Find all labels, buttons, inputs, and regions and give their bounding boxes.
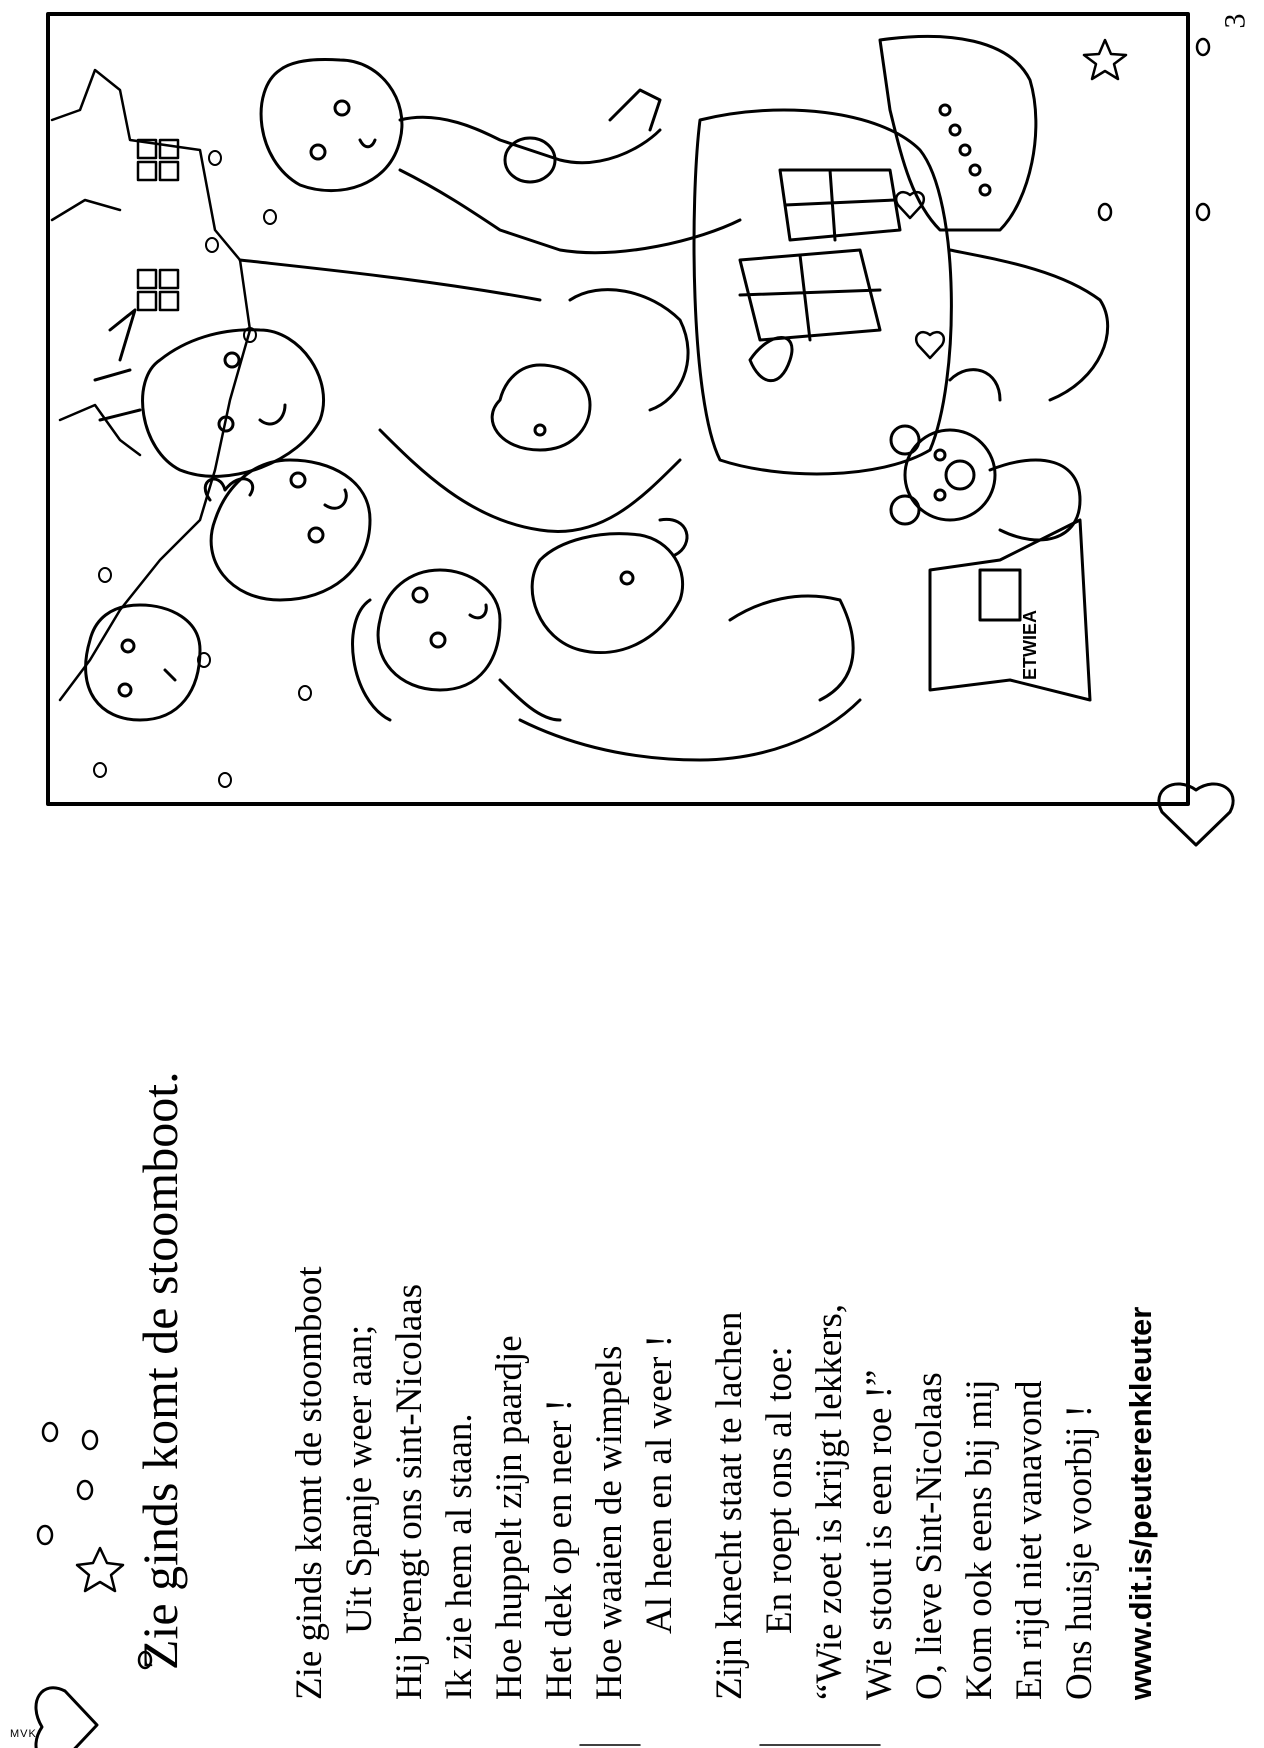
poem-line: En rijd niet vanavond bbox=[1009, 1380, 1050, 1700]
heart-icon bbox=[36, 1688, 97, 1748]
website-url[interactable]: www.dit.is/peuterenkleuter bbox=[1123, 1306, 1158, 1700]
poem-line: Wie stout is een roe !” bbox=[859, 1369, 900, 1700]
poem-line: Ik zie hem al staan. bbox=[439, 1413, 480, 1700]
curly-boy-face bbox=[205, 460, 370, 600]
blonde-girl-face bbox=[353, 570, 560, 720]
poem-line: Hij brengt ons sint-Nicolaas bbox=[389, 1283, 430, 1700]
poem-line: Kom ook eens bij mij bbox=[959, 1379, 1000, 1700]
poem-line: Hoe huppelt zijn paardje bbox=[489, 1335, 530, 1700]
puppy-outline bbox=[532, 519, 687, 652]
heart-icon bbox=[1159, 784, 1233, 845]
footer-mark: MVK bbox=[10, 1728, 37, 1740]
kitten-outline bbox=[492, 290, 688, 450]
poem-stanza-1 bbox=[285, 1266, 685, 1700]
snow-dots bbox=[94, 151, 311, 787]
frame-decorations bbox=[1084, 39, 1233, 845]
bodies-outline bbox=[240, 260, 860, 760]
star-icon bbox=[1084, 40, 1126, 79]
poem-line: Uit Spanje weer aan; bbox=[339, 1324, 380, 1634]
girl-face-left bbox=[86, 605, 200, 720]
star-icon bbox=[77, 1548, 123, 1591]
poem-line: Hoe waaien de wimpels bbox=[589, 1345, 630, 1700]
poem-line: “Wie zoet is krijgt lekkers, bbox=[809, 1303, 850, 1700]
poem-line: O, lieve Sint-Nicolaas bbox=[909, 1372, 950, 1700]
poem-line: Al heen en al weer ! bbox=[639, 1335, 680, 1634]
poem-stanza-2 bbox=[705, 1304, 1105, 1700]
poem-line: En roept ons al toe: bbox=[759, 1346, 800, 1634]
house-windows bbox=[138, 140, 178, 310]
book-outline bbox=[930, 520, 1090, 700]
poem-line: Ons huisje voorbij ! bbox=[1059, 1405, 1100, 1700]
boot-outline bbox=[880, 36, 1108, 400]
present-basket bbox=[694, 110, 951, 474]
illustration-frame bbox=[48, 14, 1188, 804]
page-title: Zie ginds komt de stoomboot. bbox=[132, 1071, 188, 1670]
girl-with-doll bbox=[261, 59, 740, 252]
poem-line: Zie ginds komt de stoomboot bbox=[289, 1266, 330, 1700]
heart-decoration bbox=[896, 192, 924, 218]
poem-line: Het dek op en neer ! bbox=[539, 1398, 580, 1700]
boy-face bbox=[95, 310, 324, 476]
poem-line: Zijn knecht staat te lachen bbox=[709, 1311, 750, 1700]
book-label: ETWIEA bbox=[1020, 610, 1040, 680]
page-number: 3 bbox=[1218, 13, 1252, 29]
heart-decoration bbox=[916, 332, 944, 358]
